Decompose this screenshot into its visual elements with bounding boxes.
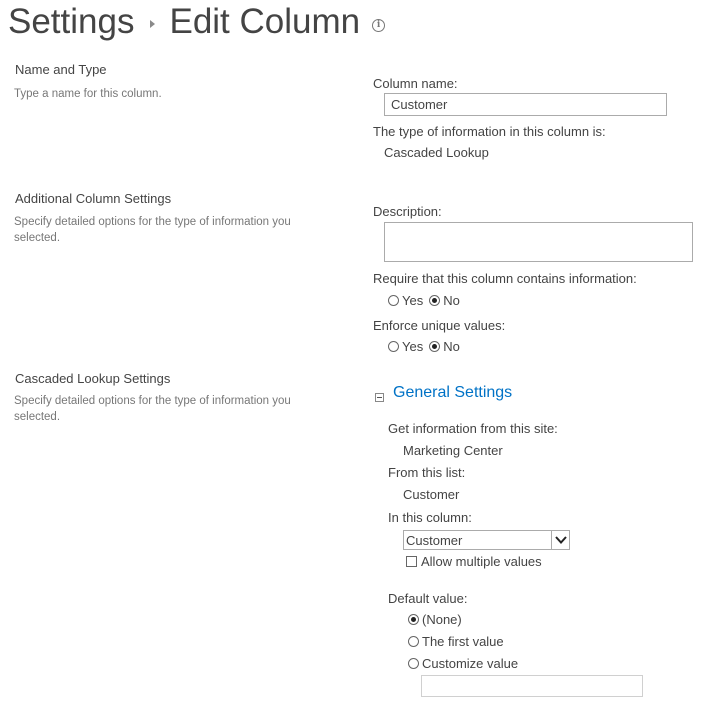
column-name-input[interactable] xyxy=(384,93,667,116)
default-custom-radio[interactable] xyxy=(408,658,419,669)
unique-label: Enforce unique values: xyxy=(373,318,506,333)
default-custom-label[interactable]: Customize value xyxy=(422,656,519,671)
description-textarea[interactable] xyxy=(384,222,693,262)
require-radio-group xyxy=(388,293,460,308)
page-title xyxy=(8,2,385,42)
column-select[interactable] xyxy=(403,530,570,550)
require-no-radio[interactable] xyxy=(429,295,440,306)
column-select-value: Customer xyxy=(406,532,463,548)
allow-multiple-label[interactable]: Allow multiple values xyxy=(421,554,542,569)
custom-value-input[interactable] xyxy=(421,675,643,697)
breadcrumb-settings[interactable]: Settings xyxy=(8,2,135,41)
name-type-title: Name and Type xyxy=(15,62,107,77)
list-label: From this list: xyxy=(388,465,466,480)
collapse-icon[interactable] xyxy=(375,393,384,402)
description-label: Description: xyxy=(373,204,442,219)
default-custom-row xyxy=(408,656,518,671)
allow-multiple-checkbox[interactable] xyxy=(406,556,417,567)
breadcrumb-current: Edit Column xyxy=(169,2,361,41)
require-no-label[interactable]: No xyxy=(443,293,460,308)
name-type-description: Type a name for this column. xyxy=(14,88,162,100)
default-none-radio[interactable] xyxy=(408,614,419,625)
unique-no-label[interactable]: No xyxy=(443,339,460,354)
additional-settings-title: Additional Column Settings xyxy=(15,191,172,206)
general-settings-heading[interactable]: General Settings xyxy=(393,384,513,401)
site-value: Marketing Center xyxy=(403,443,503,458)
default-first-row xyxy=(408,634,504,649)
info-icon[interactable]: i xyxy=(372,19,385,32)
default-first-label[interactable]: The first value xyxy=(422,634,504,649)
list-value: Customer xyxy=(403,487,460,502)
allow-multiple-row xyxy=(406,554,542,569)
type-value: Cascaded Lookup xyxy=(384,145,489,160)
unique-no-radio[interactable] xyxy=(429,341,440,352)
unique-yes-radio[interactable] xyxy=(388,341,399,352)
default-none-label[interactable]: (None) xyxy=(422,612,462,627)
require-label: Require that this column contains information: xyxy=(373,271,637,286)
chevron-down-icon[interactable] xyxy=(551,531,569,549)
default-none-row xyxy=(408,612,462,627)
cascaded-settings-title: Cascaded Lookup Settings xyxy=(15,371,171,386)
column-label: In this column: xyxy=(388,510,472,525)
default-first-radio[interactable] xyxy=(408,636,419,647)
unique-radio-group xyxy=(388,339,460,354)
unique-yes-label[interactable]: Yes xyxy=(402,339,424,354)
breadcrumb-separator-icon xyxy=(150,20,155,28)
type-label: The type of information in this column is: xyxy=(373,124,606,139)
cascaded-settings-description: Specify detailed options for the type of information you selected. xyxy=(14,395,291,423)
default-value-label: Default value: xyxy=(388,591,468,606)
additional-settings-description: Specify detailed options for the type of information you selected. xyxy=(14,216,291,244)
require-yes-label[interactable]: Yes xyxy=(402,293,424,308)
site-label: Get information from this site: xyxy=(388,421,558,436)
require-yes-radio[interactable] xyxy=(388,295,399,306)
column-name-label: Column name: xyxy=(373,76,458,91)
